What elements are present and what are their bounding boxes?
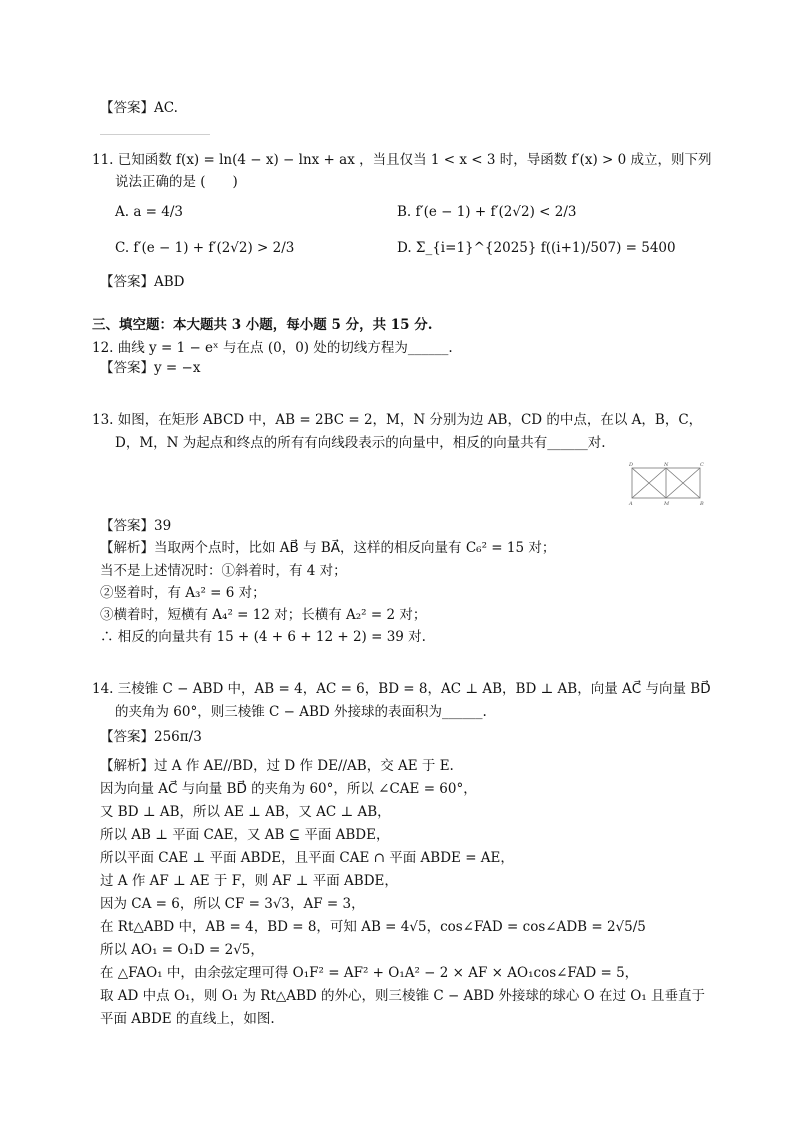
q11-option-b: B. f′(e − 1) + f′(2√2) < 2/3 bbox=[397, 204, 577, 220]
q14-solution-line: 又 BD ⊥ AB，所以 AE ⊥ AB，又 AC ⊥ AB， bbox=[100, 804, 391, 820]
q14-solution-line: 所以 AB ⊥ 平面 CAE，又 AB ⊆ 平面 ABDE， bbox=[100, 827, 390, 843]
q13-solution-line4: ③横着时，短横有 A₄² = 12 对；长横有 A₂² = 2 对； bbox=[100, 607, 427, 623]
label-m: M bbox=[664, 501, 670, 506]
q14-solution-line: 所以平面 CAE ⊥ 平面 ABDE，且平面 CAE ∩ 平面 ABDE = AE， bbox=[100, 850, 514, 866]
q13-stem-line2: D，M，N 为起点和终点的所有有向线段表示的向量中，相反的向量共有______对. bbox=[115, 435, 606, 451]
q14-answer: 【答案】256π/3 bbox=[100, 729, 202, 745]
q14-solution-line: 因为向量 AC⃗ 与向量 BD⃗ 的夹角为 60°，所以 ∠CAE = 60°， bbox=[100, 781, 477, 797]
q13-solution-line1: 【解析】当取两个点时，比如 AB⃗ 与 BA⃗，这样的相反向量有 C₆² = 15 对； bbox=[100, 540, 556, 556]
q14-solution-line: 因为 CA = 6，所以 CF = 3√3，AF = 3， bbox=[100, 896, 365, 912]
label-d: D bbox=[629, 462, 634, 468]
section-three-header: 三、填空题：本大题共 3 小题，每小题 5 分，共 15 分. bbox=[92, 317, 433, 333]
q11-option-a: A. a = 4/3 bbox=[115, 204, 184, 220]
q11-stem-line1: 11. 已知函数 f(x) = ln(4 − x) − lnx + ax ，当且仅当 1 < x < 3 时，导函数 f′(x) > 0 成立，则下列 bbox=[92, 152, 712, 168]
label-n: N bbox=[664, 462, 669, 468]
q12-stem: 12. 曲线 y = 1 − eˣ 与在点 (0，0) 处的切线方程为______. bbox=[92, 340, 453, 356]
previous-answer: 【答案】AC. bbox=[100, 100, 178, 116]
q13-solution-line2: 当不是上述情况时：①斜着时，有 4 对； bbox=[100, 563, 347, 579]
q14-solution-line: 平面 ABDE 的直线上，如图. bbox=[100, 1011, 275, 1027]
q14-stem-line1: 14. 三棱锥 C − ABD 中，AB = 4，AC = 6，BD = 8，AC ⊥ AB，BD ⊥ AB，向量 AC⃗ 与向量 BD⃗ bbox=[92, 681, 711, 697]
q12-answer: 【答案】y = −x bbox=[100, 360, 201, 376]
label-a: A bbox=[629, 501, 633, 506]
divider bbox=[100, 134, 210, 135]
label-c: C bbox=[700, 462, 704, 468]
q14-solution-line: 取 AD 中点 O₁，则 O₁ 为 Rt△ABD 的外心，则三棱锥 C − ABD 外接球的球心 O 在过 O₁ 且垂直于 bbox=[100, 988, 706, 1004]
q13-solution-line3: ②竖着时，有 A₃² = 6 对； bbox=[100, 585, 266, 601]
label-b: B bbox=[700, 501, 704, 506]
q11-stem-line2: 说法正确的是 ( ) bbox=[115, 174, 238, 190]
q13-stem-line1: 13. 如图，在矩形 ABCD 中，AB = 2BC = 2，M，N 分别为边 AB，CD 的中点，在以 A，B，C， bbox=[92, 412, 703, 428]
q14-solution-line: 在 △FAO₁ 中，由余弦定理可得 O₁F² = AF² + O₁A² − 2 × AF × AO₁cos∠FAD = 5， bbox=[100, 965, 639, 981]
q14-stem-line2: 的夹角为 60°，则三棱锥 C − ABD 外接球的表面积为______. bbox=[115, 704, 487, 720]
q13-solution-line5: ∴ 相反的向量共有 15 + (4 + 6 + 12 + 2) = 39 对. bbox=[100, 629, 426, 645]
q11-answer: 【答案】ABD bbox=[100, 274, 185, 290]
q11-option-c: C. f′(e − 1) + f′(2√2) > 2/3 bbox=[115, 240, 295, 256]
q14-solution-line: 过 A 作 AF ⊥ AE 于 F，则 AF ⊥ 平面 ABDE， bbox=[100, 873, 398, 889]
q14-solution-line: 所以 AO₁ = O₁D = 2√5， bbox=[100, 942, 264, 958]
q14-solution-line: 【解析】过 A 作 AE//BD，过 D 作 DE//AB，交 AE 于 E. bbox=[100, 758, 454, 774]
rectangle-figure bbox=[626, 460, 706, 506]
q14-solution-line: 在 Rt△ABD 中，AB = 4，BD = 8，可知 AB = 4√5，cos∠FAD = cos∠ADB = 2√5/5 bbox=[100, 919, 646, 935]
q11-option-d: D. Σ_{i=1}^{2025} f((i+1)/507) = 5400 bbox=[397, 240, 676, 256]
q13-answer: 【答案】39 bbox=[100, 518, 172, 534]
